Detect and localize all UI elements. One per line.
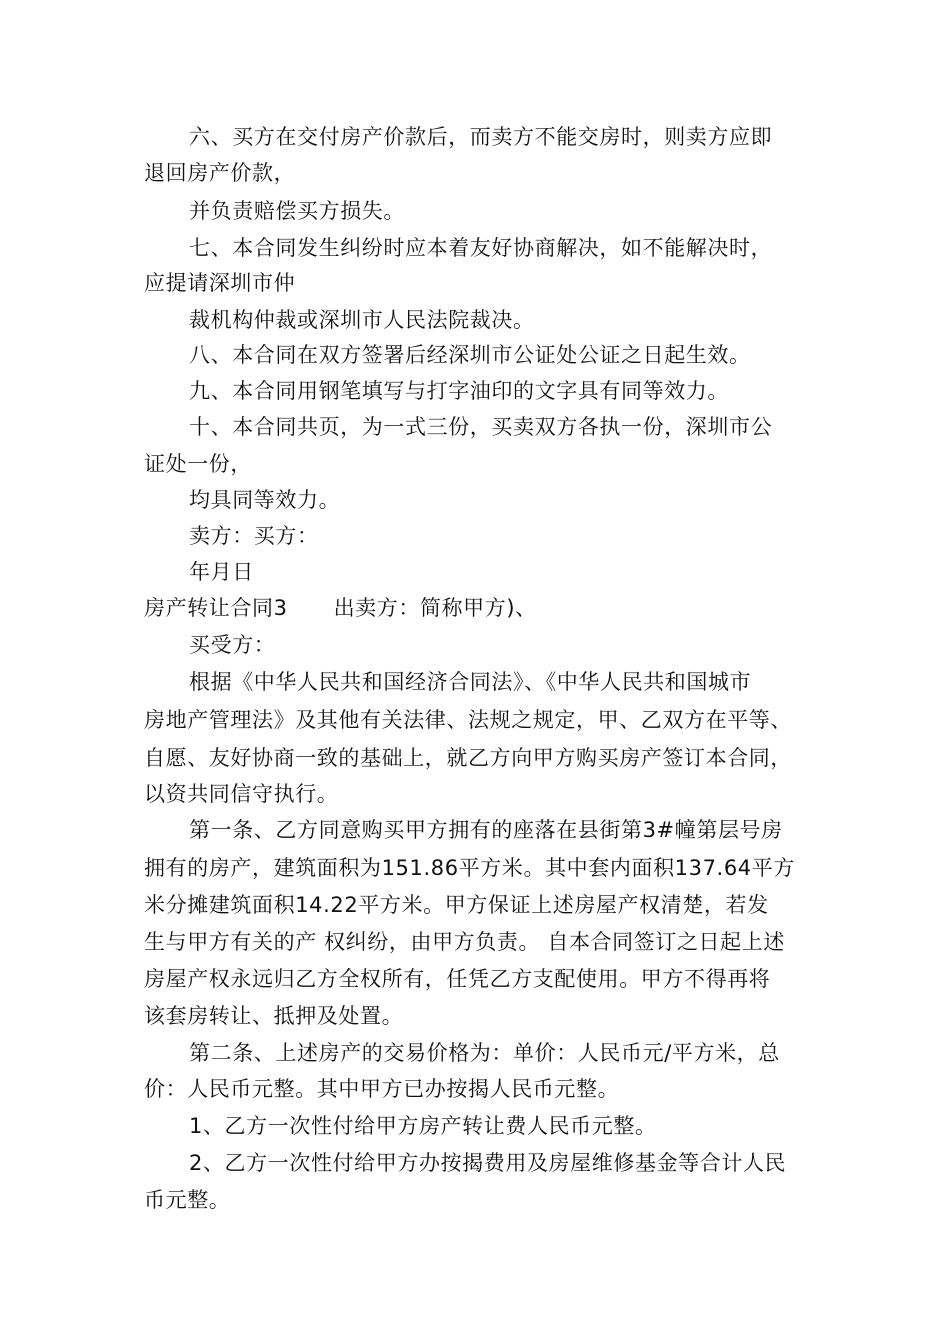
- article-2-item-2-line-2: 币元整。: [144, 1188, 231, 1212]
- clause-10-line-2: 证处一份，: [144, 452, 252, 476]
- clause-7-line-1: 七、本合同发生纠纷时应本着友好协商解决，如不能解决时，: [189, 236, 773, 260]
- seller-label: 出卖方：简称甲方)、: [333, 596, 537, 620]
- article-1-line-6: 该套房转让、抵押及处置。: [144, 1004, 404, 1028]
- article-2-line-1: 第二条、上述房产的交易价格为：单价：人民币元/平方米，总: [189, 1041, 780, 1065]
- article-1-line-5: 房屋产权永远归乙方全权所有，任凭乙方支配使用。甲方不得再将: [144, 967, 771, 991]
- clause-6-line-3: 并负责赔偿买方损失。: [189, 199, 405, 223]
- clause-6-line-2: 退回房产价款，: [144, 161, 296, 185]
- preamble-line-2: 房地产管理法》及其他有关法律、法规之规定，甲、乙双方在平等、: [144, 708, 792, 732]
- clause-10-line-3: 均具同等效力。: [189, 488, 341, 512]
- contract-3-heading: [144, 593, 537, 623]
- clause-9: 九、本合同用钢笔填写与打字油印的文字具有同等效力。: [189, 379, 729, 403]
- article-2-item-2-line-1: 2、乙方一次性付给甲方办按揭费用及房屋维修基金等合计人民: [189, 1151, 787, 1175]
- clause-7-line-2: 应提请深圳市仲: [144, 271, 296, 295]
- signature-parties: 卖方：买方：: [189, 524, 319, 548]
- contract-title: 房产转让合同3: [144, 596, 288, 620]
- article-1-line-4: 生与甲方有关的产 权纠纷，由甲方负责。 自本合同签订之日起上述: [144, 930, 785, 954]
- article-1-line-3: 米分摊建筑面积14.22平方米。甲方保证上述房屋产权清楚，若发: [144, 893, 769, 917]
- signature-date: 年月日: [189, 560, 254, 584]
- clause-6-line-1: 六、买方在交付房产价款后，而卖方不能交房时，则卖方应即: [189, 125, 773, 149]
- buyer-label: 买受方：: [189, 633, 276, 657]
- preamble-line-4: 以资共同信守执行。: [144, 782, 339, 806]
- preamble-line-3: 自愿、友好协商一致的基础上，就乙方向甲方购买房产签订本合同，: [144, 746, 792, 770]
- article-1-line-1: 第一条、乙方同意购买甲方拥有的座落在县街第3#幢第层号房: [189, 818, 783, 842]
- article-2-item-1: 1、乙方一次性付给甲方房产转让费人民币元整。: [189, 1114, 657, 1138]
- clause-8: 八、本合同在双方签署后经深圳市公证处公证之日起生效。: [189, 343, 751, 367]
- preamble-line-1: 根据《中华人民共和国经济合同法》、《中华人民共和国城市: [189, 670, 752, 694]
- article-1-line-2: 拥有的房产，建筑面积为151.86平方米。其中套内面积137.64平方: [144, 856, 795, 880]
- clause-10-line-1: 十、本合同共页，为一式三份，买卖双方各执一份，深圳市公: [189, 415, 773, 439]
- article-2-line-2: 价：人民币元整。其中甲方已办按揭人民币元整。: [144, 1077, 620, 1101]
- clause-7-line-3: 裁机构仲裁或深圳市人民法院裁决。: [189, 308, 535, 332]
